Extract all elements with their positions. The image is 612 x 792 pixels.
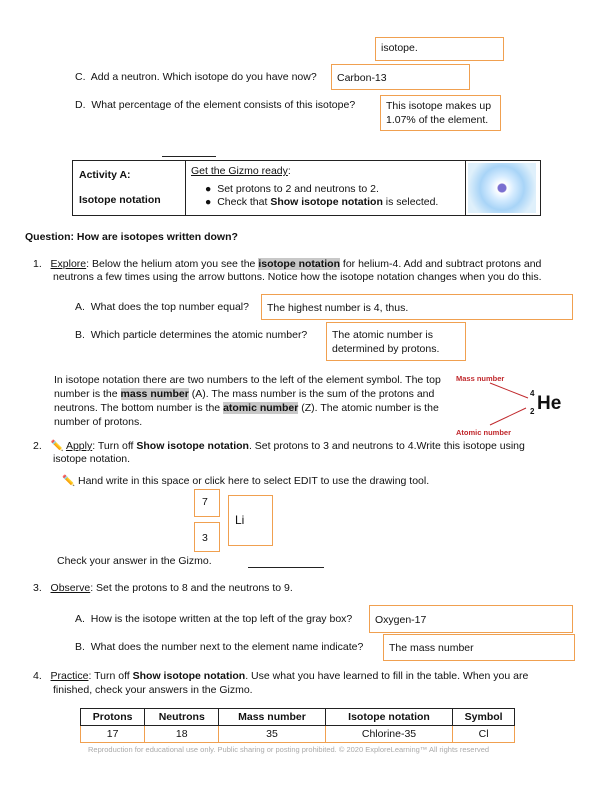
symbol-box[interactable]: Li bbox=[228, 495, 273, 546]
q3-text: 3. Observe: Set the protons to 8 and the neutrons to 9. bbox=[33, 582, 293, 594]
check-line[interactable] bbox=[248, 567, 324, 568]
q4-text: 4. Practice: Turn off Show isotope notation. Use what you have learned to fill in the table. When you are finished, check your answers in the Gizmo. bbox=[33, 670, 529, 696]
answer-box-prev[interactable] bbox=[375, 37, 504, 61]
answer-text: isotope. bbox=[381, 42, 418, 54]
q1-a: A. What does the top number equal? bbox=[75, 301, 249, 313]
mass-number: 4 bbox=[530, 389, 535, 398]
mass-number-box[interactable]: 7 bbox=[194, 489, 220, 517]
question-heading: Question: How are isotopes written down? bbox=[25, 231, 238, 243]
answer-box-1a[interactable]: The highest number is 4, thus. bbox=[261, 294, 573, 320]
header-symbol: Symbol bbox=[453, 709, 515, 726]
q1-b: B. Which particle determines the atomic number? bbox=[75, 329, 308, 341]
activity-title: Activity A: bbox=[79, 169, 131, 181]
divider bbox=[162, 156, 216, 157]
isotope-paragraph: In isotope notation there are two numbers to the left of the element symbol. The top number is the mass number (A). The mass number is the sum of the protons and neutrons. The bottom number is the atomic number (Z). The atomic number is the number of protons. bbox=[54, 374, 441, 428]
header-neutrons: Neutrons bbox=[145, 709, 219, 726]
pencil-icon: ✏️ bbox=[50, 440, 64, 452]
q2-text: 2. ✏️ Apply: Turn off Show isotope notation. Set protons to 3 and neutrons to 4.Write this isotope using isotope notation. bbox=[33, 440, 525, 465]
cell-mass-number[interactable]: 35 bbox=[219, 726, 325, 743]
answer-box-d[interactable]: This isotope makes up 1.07% of the element. bbox=[380, 95, 501, 131]
question-c: C. Add a neutron. Which isotope do you have now? bbox=[75, 71, 317, 83]
answer-box-3b[interactable]: The mass number bbox=[383, 634, 575, 661]
q1-text: 1. Explore: Below the helium atom you see the isotope notation for helium-4. Add and subtract protons and neutrons a few times using the arrow buttons. Notice how the isotope notation changes when you do this. bbox=[33, 258, 542, 283]
footer: Reproduction for educational use only. Public sharing or posting prohibited. © 2020 ExploreLearning™ All rights reserved bbox=[88, 745, 490, 754]
answer-box-c[interactable]: Carbon-13 bbox=[331, 64, 470, 90]
helium-atom-image bbox=[468, 163, 536, 213]
question-d: D. What percentage of the element consists of this isotope? bbox=[75, 99, 356, 111]
header-isotope-notation: Isotope notation bbox=[325, 709, 453, 726]
bullet-1: ● Set protons to 2 and neutrons to 2. bbox=[205, 183, 379, 195]
atomic-number-label: Atomic number bbox=[456, 428, 512, 437]
pointer-lines bbox=[480, 380, 540, 430]
pencil-icon: ✏️ bbox=[62, 475, 76, 487]
activity-subtitle: Isotope notation bbox=[79, 194, 161, 206]
answer-box-1b[interactable]: The atomic number is determined by protons. bbox=[326, 322, 466, 361]
bullet-2: ● Check that Show isotope notation is selected. bbox=[205, 196, 439, 208]
check-answer-text: Check your answer in the Gizmo. bbox=[57, 555, 212, 567]
mass-number-label: Mass number bbox=[456, 374, 505, 383]
answer-box-3a[interactable]: Oxygen-17 bbox=[369, 605, 573, 633]
activity-table bbox=[72, 160, 541, 216]
header-mass-number: Mass number bbox=[219, 709, 325, 726]
q3-a: A. How is the isotope written at the top left of the gray box? bbox=[75, 613, 353, 625]
q3-b: B. What does the number next to the element name indicate? bbox=[75, 641, 364, 653]
cell-protons: 17 bbox=[81, 726, 145, 743]
header-protons: Protons bbox=[81, 709, 145, 726]
table-row bbox=[81, 726, 515, 743]
practice-table bbox=[80, 708, 515, 743]
gizmo-ready: Get the Gizmo ready: bbox=[191, 165, 291, 177]
cell-symbol[interactable]: Cl bbox=[453, 726, 515, 743]
drawing-tool-link[interactable]: ✏️ Hand write in this space or click here to select EDIT to use the drawing tool. bbox=[62, 475, 430, 487]
cell-neutrons[interactable]: 18 bbox=[145, 726, 219, 743]
cell-isotope-notation[interactable]: Chlorine-35 bbox=[325, 726, 453, 743]
atomic-number-box[interactable]: 3 bbox=[194, 522, 220, 552]
element-symbol: He bbox=[537, 393, 562, 414]
atomic-number: 2 bbox=[530, 407, 535, 416]
